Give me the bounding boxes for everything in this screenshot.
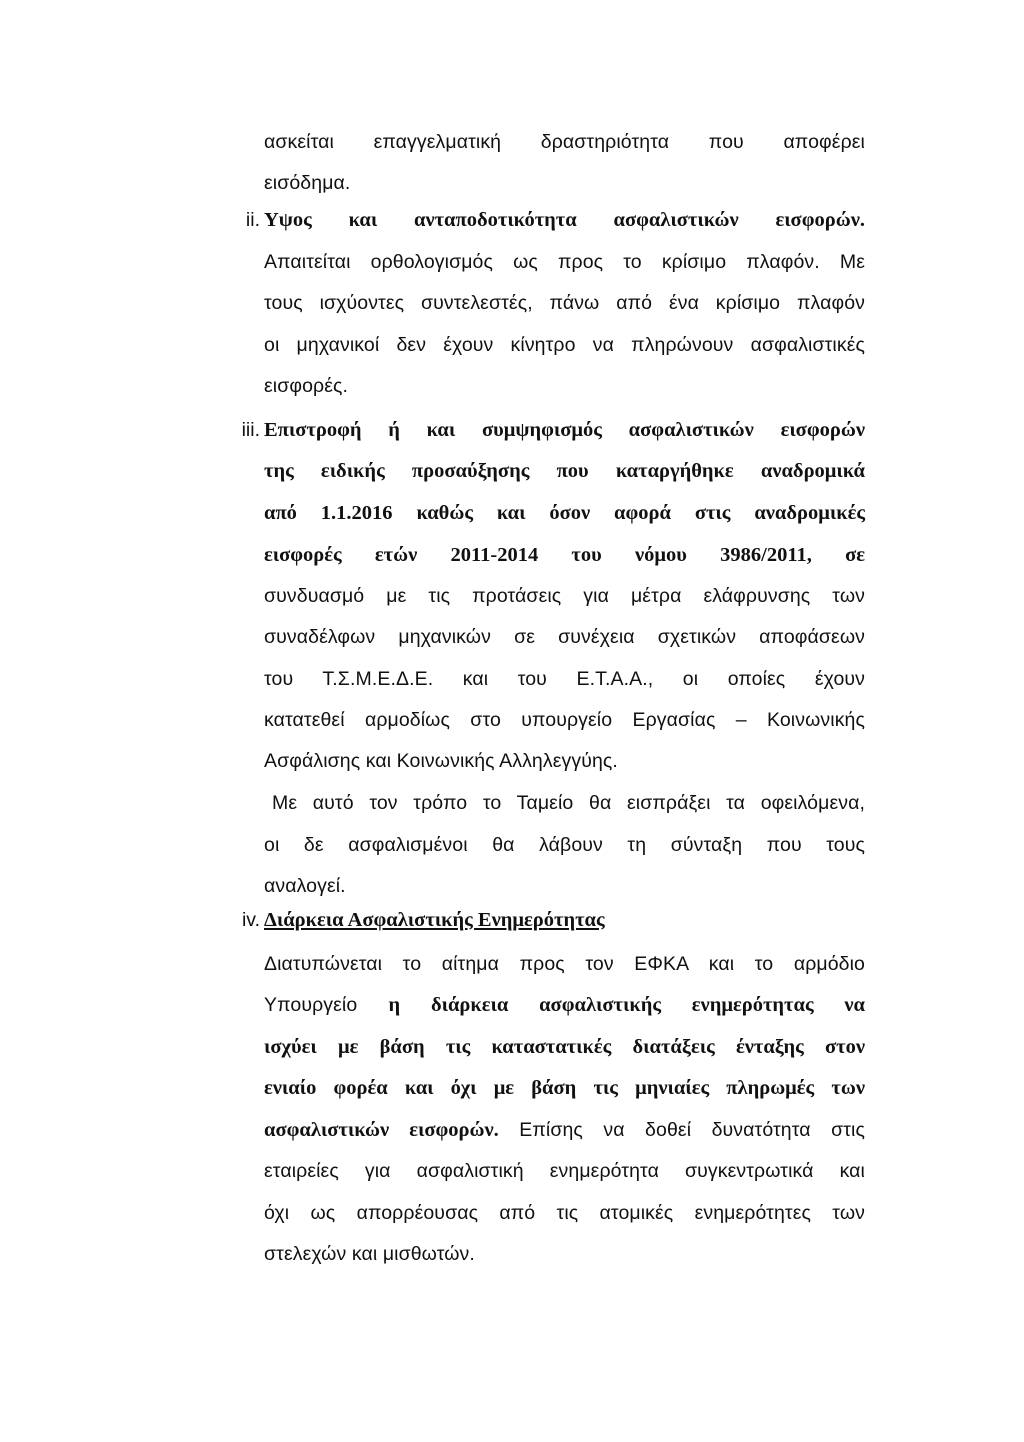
text-line-bold: ενιαίο φορέα και όχι με βάση τις μηνιαίες πληρωμές των [264, 1077, 865, 1099]
text-line: οι δε ασφαλισμένοι θα λάβουν τη σύνταξη που τους [264, 834, 865, 856]
list-numeral: iv. [241, 909, 260, 931]
text-line: εταιρείες για ασφαλιστική ενημερότητα συγκεντρωτικά και [264, 1160, 865, 1182]
text-run: Επίσης να δοθεί δυνατότητα στις [498, 1119, 865, 1141]
list-numeral: iii. [241, 419, 260, 441]
text-run: Υπουργείο [264, 994, 389, 1016]
text-line: εισόδημα. [264, 172, 351, 194]
text-line-bold: ισχύει με βάση τις καταστατικές διατάξεις ένταξης στον [264, 1036, 865, 1058]
text-line: στελεχών και μισθωτών. [264, 1243, 475, 1265]
text-line-mixed [264, 985, 865, 1025]
list-numeral: ii. [245, 209, 260, 231]
text-run-bold: η διάρκεια ασφαλιστικής ενημερότητας να [388, 994, 865, 1016]
text-line: Διατυπώνεται το αίτημα προς τον ΕΦΚΑ και το αρμόδιο [264, 953, 865, 975]
text-line: κατατεθεί αρμοδίως στο υπουργείο Εργασίας – Κοινωνικής [264, 709, 865, 731]
text-line: αναλογεί. [264, 875, 346, 897]
text-line-bold: της ειδικής προσαύξησης που καταργήθηκε αναδρομικά [264, 460, 865, 482]
text-line: οι μηχανικοί δεν έχουν κίνητρο να πληρώνουν ασφαλιστικές [264, 334, 865, 356]
text-line-bold: εισφορές ετών 2011-2014 του νόμου 3986/2011, σε [264, 544, 865, 566]
text-line: Απαιτείται ορθολογισμός ως προς το κρίσιμο πλαφόν. Με [264, 251, 865, 273]
text-line: τους ισχύοντες συντελεστές, πάνω από ένα κρίσιμο πλαφόν [264, 292, 865, 314]
list-item-heading: Υψος και ανταποδοτικότητα ασφαλιστικών εισφορών. [264, 209, 865, 231]
text-line-bold: από 1.1.2016 καθώς και όσον αφορά στις αναδρομικές [264, 502, 865, 524]
text-line-mixed [264, 1110, 865, 1150]
text-line: Ασφάλισης και Κοινωνικής Αλληλεγγύης. [264, 750, 618, 772]
text-line: Με αυτό τον τρόπο το Ταμείο θα εισπράξει τα οφειλόμενα, [272, 792, 865, 814]
text-line: συνδυασμό με τις προτάσεις για μέτρα ελάφρυνσης των [264, 585, 865, 607]
text-line: συναδέλφων μηχανικών σε συνέχεια σχετικών αποφάσεων [264, 626, 865, 648]
text-line: εισφορές. [264, 375, 349, 397]
text-run-bold: ασφαλιστικών εισφορών. [264, 1119, 499, 1141]
text-line: ασκείται επαγγελματική δραστηριότητα που αποφέρει [264, 131, 865, 153]
text-line-bold: Επιστροφή ή και συμψηφισμός ασφαλιστικών εισφορών [264, 419, 865, 441]
list-item-heading: Διάρκεια Ασφαλιστικής Ενημερότητας [264, 909, 605, 931]
text-line: όχι ως απορρέουσας από τις ατομικές ενημερότητες των [264, 1202, 865, 1224]
text-line: του Τ.Σ.Μ.Ε.Δ.Ε. και του Ε.Τ.Α.Α., οι οποίες έχουν [264, 668, 865, 690]
